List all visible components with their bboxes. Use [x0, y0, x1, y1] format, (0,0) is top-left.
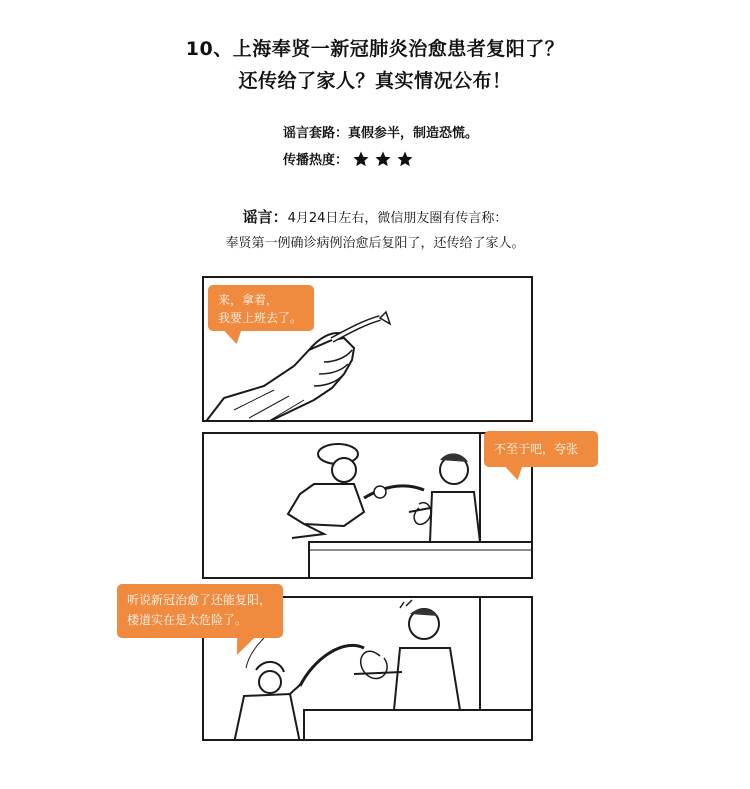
heat-label: 传播热度： [283, 153, 349, 168]
star-icon [396, 150, 414, 168]
bubble-text: 听说新冠治愈了还能复阳， [127, 593, 272, 607]
article-title-line2: 还传给了家人？真实情况公布！ [238, 70, 512, 92]
spread-heat [283, 149, 414, 168]
bubble-text: 来，拿着， [218, 293, 279, 307]
speech-bubble-panel2: 不至于吧，夸张了。 [484, 431, 598, 467]
speech-bubble-panel3 [117, 584, 283, 638]
rumor-label: 谣言： [242, 208, 288, 226]
star-icon [352, 150, 370, 168]
heat-stars [352, 150, 414, 168]
rumor-text-1: 4月24日左右，微信朋友圈有传言称： [287, 211, 508, 226]
rumor-line2: 奉贤第一例确诊病例治愈后复阳了，还传给了家人。 [225, 236, 525, 251]
rumor-routine [283, 122, 478, 141]
article-title-line1: 10、上海奉贤一新冠肺炎治愈患者复阳了？ [185, 38, 565, 60]
bubble-text: 楼道实在是太危险了。 [127, 613, 248, 627]
speech-bubble-panel1 [208, 285, 314, 331]
bubble-text: 我要上班去了。 [218, 311, 303, 325]
rumor-line1 [0, 206, 750, 227]
star-icon [374, 150, 392, 168]
routine-label: 谣言套路： [283, 126, 349, 141]
routine-value: 真假参半，制造恐慌。 [348, 126, 479, 141]
